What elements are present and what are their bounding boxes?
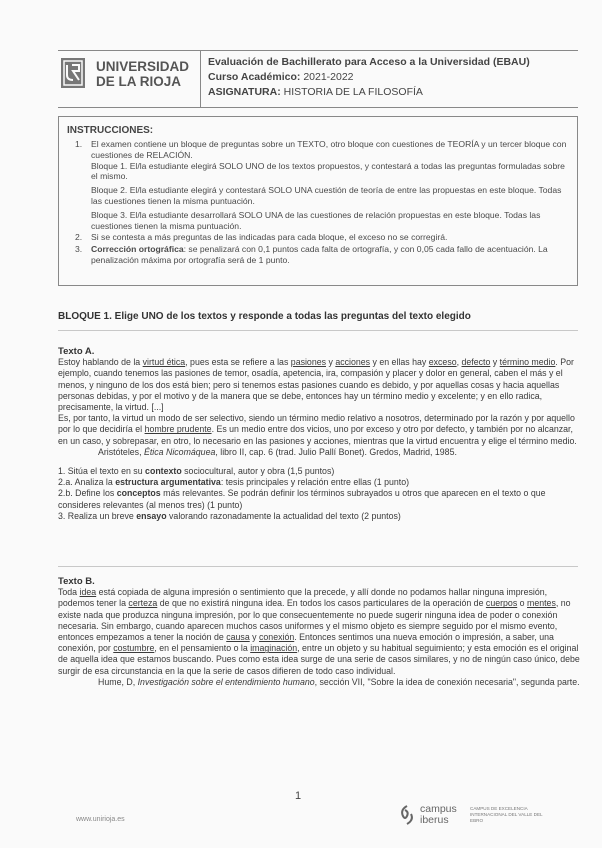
text-run: y bbox=[490, 357, 500, 368]
underlined-term: idea bbox=[79, 587, 97, 598]
section-divider bbox=[58, 566, 578, 567]
course-label: Curso Académico: bbox=[208, 71, 301, 83]
instruction-text: Si se contesta a más preguntas de las indicadas para cada bloque, el exceso no se corregirá. bbox=[91, 232, 448, 243]
question-keyword: estructura argumentativa bbox=[115, 477, 221, 488]
instructions-title: INSTRUCCIONES: bbox=[67, 125, 154, 136]
underlined-term: hombre prudente bbox=[144, 424, 212, 435]
spacer bbox=[58, 458, 584, 466]
university-name-line2: DE LA RIOJA bbox=[96, 74, 182, 89]
instruction-number: 2. bbox=[75, 232, 83, 243]
text-run: Estoy hablando de la bbox=[58, 357, 143, 368]
text-run: : tesis principales y relación entre ellas (1 punto) bbox=[220, 477, 410, 488]
instruction-text bbox=[91, 244, 569, 266]
text-run: Es, por tanto, la virtud un modo de ser selectivo, siendo un término medio relativo a nosotros, determinado por la razón y por aquello por lo que decidiría el bbox=[58, 413, 575, 435]
text-run: y bbox=[326, 357, 336, 368]
header-divider bbox=[200, 51, 201, 107]
text-run: 1. Sitúa el texto en su bbox=[58, 466, 146, 477]
subject-label: ASIGNATURA: bbox=[208, 86, 281, 98]
instruction-text: El examen contiene un bloque de preguntas sobre un TEXTO, otro bloque con cuestiones de TEORÍA y un tercer bloque con cuestiones de RELACIÓN. bbox=[91, 139, 567, 160]
page-number: 1 bbox=[295, 790, 302, 802]
question-3 bbox=[58, 511, 584, 522]
texto-b-citation bbox=[58, 677, 584, 688]
campus-logo-icon bbox=[398, 804, 416, 826]
text-run: . Por ejemplo, cuando tenemos las pasiones de temor, osadía, apetencia, ira, compasión y placer y dolor en general, caben el más y el menos, y ninguno de los dos está bien; pero si tenemos estas pasiones cuando es debido, y por aquellas cosas y hacia aquellas personas debidas, y por el motivo y de la manera que se debe, entonces hay un término medio y excelente; y en ello radica, precisamente, la virtud. [...] bbox=[58, 357, 574, 413]
underlined-term: conexión bbox=[259, 632, 295, 643]
text-run: está copiada de alguna impresión o sentimiento que la precede, y allí donde no podamos hallar ninguna impresión, podemos tener la bbox=[58, 587, 548, 609]
campus-iberus-logo bbox=[398, 803, 543, 831]
question-keyword: contexto bbox=[145, 466, 182, 477]
course-line bbox=[208, 70, 530, 85]
texto-a bbox=[58, 346, 584, 522]
instruction-bloque-2: Bloque 2. El/la estudiante elegirá y contestará SOLO UNA cuestión de teoría de entre las propuestas en este bloque. Todas las cuestiones tienen la misma puntuación. bbox=[91, 185, 562, 206]
texto-b-label: Texto B. bbox=[58, 576, 95, 587]
instruction-bloque-1: Bloque 1. El/la estudiante elegirá SOLO UNO de los textos propuestos, y contestará a todas las preguntas formuladas sobre el mismo. bbox=[91, 160, 565, 182]
exam-header bbox=[58, 50, 578, 108]
exam-info bbox=[208, 55, 530, 100]
underlined-term: exceso bbox=[428, 357, 457, 368]
underlined-term: imaginación bbox=[250, 643, 298, 654]
university-name bbox=[96, 59, 189, 89]
text-run: . Es un medio entre dos vicios, uno por exceso y otro por defecto, y también por no alcanzar, en un caso, y sobrepasar, en otro, lo necesario en las pasiones y acciones, mientras que la virtud encuentra y elige el término medio. bbox=[58, 424, 577, 446]
subject-line bbox=[208, 85, 530, 100]
text-run: , bbox=[456, 357, 462, 368]
text-run: , entre un objeto y su habitual seguimiento; y esta emoción es el original de aquella idea que estamos buscando. Pues como esta idea surge de una serie de casos similares, y no de ningún caso único, debe surgir de esa circunstancia en la que la serie de casos difieren de todo caso individual. bbox=[58, 643, 580, 676]
instructions-list bbox=[75, 139, 569, 267]
text-run: 3. Realiza un breve bbox=[58, 510, 137, 521]
text-run: y en ellas hay bbox=[370, 357, 429, 368]
campus-line1: campus bbox=[420, 803, 457, 815]
text-run: . Entonces sentimos una nueva emoción o impresión, a saber, una conexión, por bbox=[58, 632, 554, 654]
campus-line2: iberus bbox=[420, 814, 449, 826]
text-run: más relevantes. Se podrán definir los términos subrayados u otros que aparecen en el texto o que consideres relevantes (al menos tres) (1 punto) bbox=[58, 488, 546, 510]
instruction-item-3 bbox=[75, 244, 569, 266]
website-link[interactable]: www.unirioja.es bbox=[76, 816, 125, 823]
work-title: Investigación sobre el entendimiento humano bbox=[137, 676, 315, 687]
instruction-rest: : se penalizará con 0,1 puntos cada falta de ortografía, y con 0,05 cada fallo de acentuación. La penalización máxima por ortografía será de 1 punto. bbox=[91, 244, 548, 265]
question-keyword: ensayo bbox=[136, 510, 167, 521]
text-run: , no existe nada que produzca ninguna impresión, por lo que consecuentemente no puede sugerir ninguna idea de poder o conexión necesaria. Sin embargo, cuando aparecen muchos casos uniformes y el mismo objeto es siempre seguido por el mismo evento, entonces empezamos a tener la noción de bbox=[58, 598, 571, 643]
text-run: 2.b. Define los bbox=[58, 488, 117, 499]
underlined-term: cuerpos bbox=[485, 598, 518, 609]
university-name-line1: UNIVERSIDAD bbox=[96, 59, 190, 74]
campus-name bbox=[420, 804, 457, 826]
underlined-term: virtud ética bbox=[142, 357, 186, 368]
underlined-term: certeza bbox=[128, 598, 158, 609]
text-run: de que no existirá ninguna idea. En todos los casos particulares de la operación de bbox=[157, 598, 486, 609]
text-run: , sección VII, "Sobre la idea de conexión necesaria", segunda parte. bbox=[314, 676, 580, 687]
texto-a-citation bbox=[58, 447, 584, 458]
underlined-term: defecto bbox=[461, 357, 491, 368]
text-run: o bbox=[517, 598, 527, 609]
instruction-number: 3. bbox=[75, 244, 83, 255]
section-divider bbox=[58, 330, 578, 331]
subject-value: HISTORIA DE LA FILOSOFÍA bbox=[283, 86, 423, 98]
course-value: 2021-2022 bbox=[303, 71, 354, 83]
underlined-term: causa bbox=[226, 632, 250, 643]
bloque1-title: BLOQUE 1. Elige UNO de los textos y responde a todas las preguntas del texto elegido bbox=[58, 311, 471, 322]
texto-b bbox=[58, 576, 584, 688]
text-run: , pues esta se refiere a las bbox=[185, 357, 291, 368]
texto-a-paragraph-1 bbox=[58, 357, 584, 413]
text-run: Toda bbox=[58, 587, 80, 598]
underlined-term: término medio bbox=[499, 357, 556, 368]
instruction-bloque-3: Bloque 3. El/la estudiante desarrollará SOLO UNA de las cuestiones de relación propuestas en este bloque. Todas las cuestiones tienen la misma puntuación. bbox=[91, 209, 541, 231]
instruction-number: 1. bbox=[75, 139, 83, 149]
text-run: Hume, D, bbox=[98, 676, 138, 687]
exam-title: Evaluación de Bachillerato para Acceso a la Universidad (EBAU) bbox=[208, 56, 530, 68]
instruction-item-2 bbox=[75, 232, 569, 243]
texto-a-label: Texto A. bbox=[58, 346, 95, 357]
question-2b bbox=[58, 488, 584, 510]
underlined-term: pasiones bbox=[290, 357, 327, 368]
university-logo-icon bbox=[61, 58, 85, 88]
work-title: Ética Nicomáquea bbox=[143, 446, 216, 457]
texto-b-paragraph bbox=[58, 587, 584, 677]
text-run: , en el pensamiento o la bbox=[154, 643, 251, 654]
text-run: sociocultural, autor y obra (1,5 puntos) bbox=[181, 466, 335, 477]
instruction-bold: Corrección ortográfica bbox=[91, 244, 184, 255]
underlined-term: costumbre bbox=[113, 643, 155, 654]
text-run: Aristóteles, bbox=[98, 446, 144, 457]
question-1 bbox=[58, 466, 584, 477]
texto-a-paragraph-2 bbox=[58, 413, 584, 447]
text-run: , libro II, cap. 6 (trad. Julio Pallí Bonet). Gredos, Madrid, 1985. bbox=[215, 446, 457, 457]
text-run: 2.a. Analiza la bbox=[58, 477, 116, 488]
underlined-term: mentes bbox=[527, 598, 556, 609]
text-run: y bbox=[249, 632, 260, 643]
question-keyword: conceptos bbox=[116, 488, 161, 499]
campus-description: CAMPUS DE EXCELENCIA INTERNACIONAL DEL VALLE DEL EBRO bbox=[470, 806, 543, 823]
underlined-term: acciones bbox=[335, 357, 371, 368]
text-run: valorando razonadamente la actualidad del texto (2 puntos) bbox=[166, 510, 401, 521]
instruction-item-1 bbox=[75, 139, 569, 231]
question-2a bbox=[58, 477, 584, 488]
instructions-box bbox=[58, 116, 578, 286]
